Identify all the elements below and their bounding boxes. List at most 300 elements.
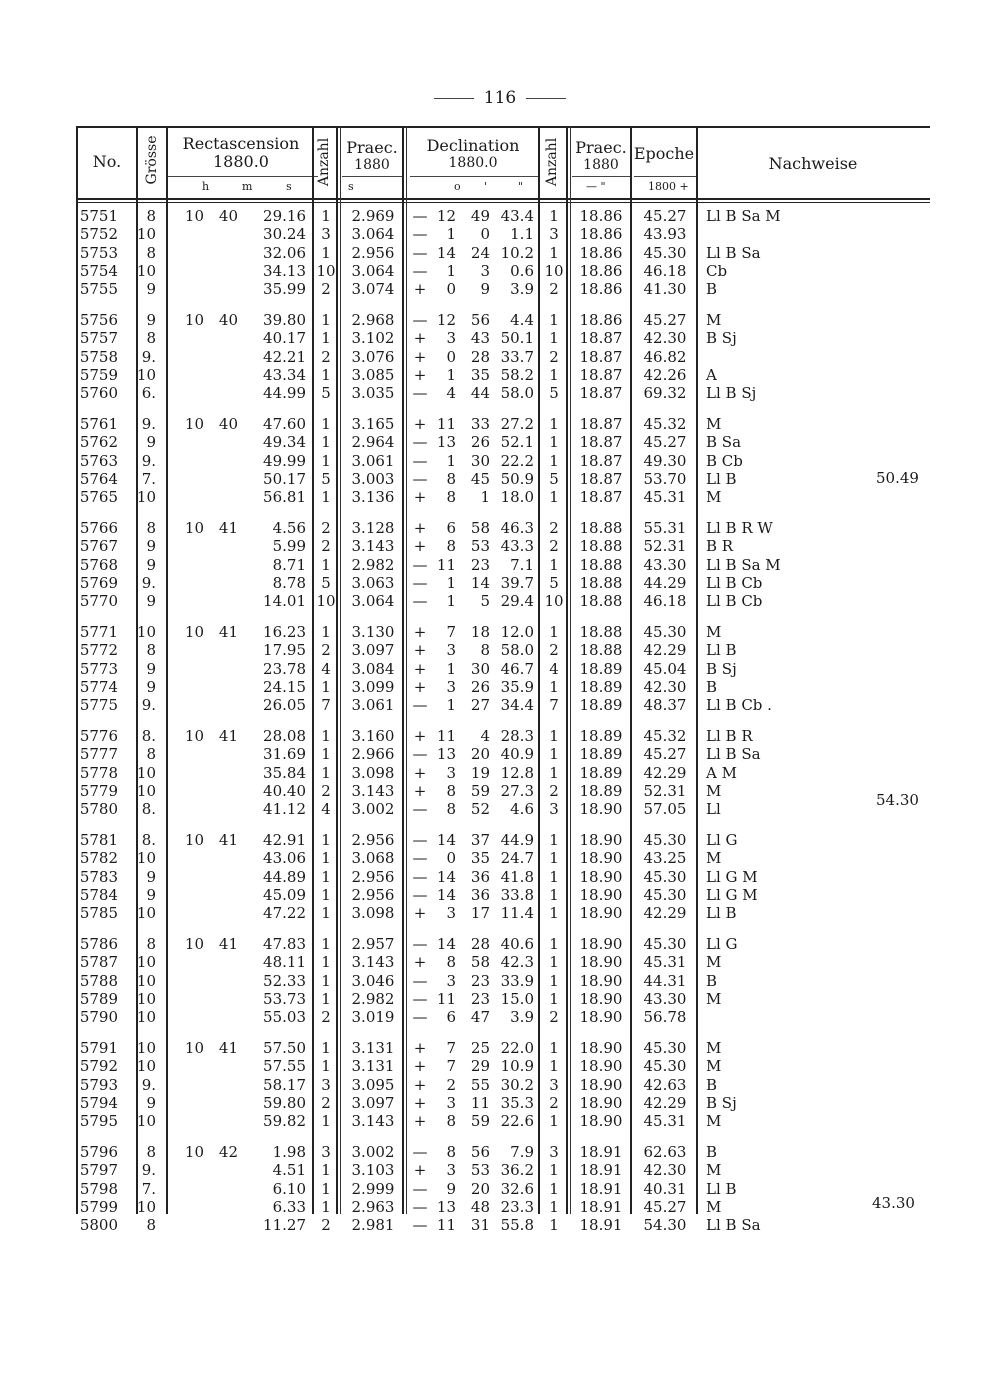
header-praec2-unit: — " <box>586 180 606 193</box>
cell-praec: 2.968 <box>351 311 395 329</box>
cell-dec-min: 52 <box>470 800 490 819</box>
cell-ra-s: 44.89 <box>263 867 306 886</box>
cell-praec: 3.165 <box>351 415 395 433</box>
cell-groesse: 9 <box>146 311 156 329</box>
cell-anzahl2: 3 <box>549 800 559 819</box>
cell-praec: 2.969 <box>351 207 395 225</box>
cell-groesse: 8 <box>146 207 156 225</box>
cell-praec: 3.084 <box>351 659 395 678</box>
cell-epoche: 45.27 <box>643 745 687 764</box>
cell-groesse: 9 <box>146 867 156 886</box>
cell-epoche: 45.30 <box>643 1039 687 1057</box>
table-row <box>78 592 930 611</box>
cell-epoche: 45.30 <box>643 867 687 886</box>
cell-no: 5751 <box>79 207 118 225</box>
cell-praec: 3.130 <box>351 623 395 641</box>
cell-dec-deg: 11 <box>436 555 456 574</box>
cell-nachweise: Ll B <box>706 1179 737 1198</box>
cell-no: 5779 <box>79 781 118 800</box>
cell-groesse: 9 <box>146 280 156 299</box>
cell-nachweise: M <box>706 1039 722 1057</box>
cell-dec-sec: 32.6 <box>500 1179 534 1198</box>
cell-anzahl2: 1 <box>549 451 559 470</box>
dash-left <box>434 98 474 99</box>
cell-dec-sec: 44.9 <box>500 831 534 849</box>
cell-epoche: 44.31 <box>643 971 687 990</box>
cell-dec-sec: 22.0 <box>500 1039 534 1057</box>
cell-epoche: 62.63 <box>643 1143 687 1161</box>
cell-anzahl2: 1 <box>549 971 559 990</box>
cell-anzahl2: 2 <box>549 781 559 800</box>
cell-dec-deg: 4 <box>446 384 456 403</box>
cell-ra-s: 53.73 <box>263 989 306 1008</box>
cell-dec-sec: 10.9 <box>500 1057 534 1076</box>
cell-praec2: 18.91 <box>579 1179 623 1198</box>
cell-epoche: 45.04 <box>643 659 687 678</box>
dash-right <box>526 98 566 99</box>
cell-dec-min: 5 <box>480 592 490 611</box>
cell-nachweise: A <box>706 365 717 384</box>
cell-dec-sign: — <box>412 311 428 329</box>
cell-dec-min: 27 <box>470 696 490 715</box>
cell-nachweise: M <box>706 989 722 1008</box>
cell-dec-min: 56 <box>470 1143 490 1161</box>
cell-anzahl2: 10 <box>544 592 564 611</box>
cell-dec-sign: — <box>412 469 428 488</box>
cell-epoche: 45.30 <box>643 623 687 641</box>
cell-dec-deg: 1 <box>446 659 456 678</box>
cell-epoche: 43.30 <box>643 989 687 1008</box>
cell-ra-s: 17.95 <box>263 641 306 660</box>
cell-epoche: 42.29 <box>643 1093 687 1112</box>
table-row <box>78 207 930 226</box>
cell-dec-sign: — <box>412 989 428 1008</box>
cell-no: 5769 <box>79 573 118 592</box>
cell-dec-sec: 3.9 <box>510 280 534 299</box>
cell-groesse: 9. <box>141 1075 156 1094</box>
cell-groesse: 8 <box>146 329 156 348</box>
cell-groesse: 9 <box>146 555 156 574</box>
cell-anzahl: 1 <box>321 433 331 452</box>
cell-anzahl2: 1 <box>549 1179 559 1198</box>
cell-no: 5770 <box>79 592 118 611</box>
cell-dec-deg: 8 <box>446 781 456 800</box>
cell-anzahl: 4 <box>321 659 331 678</box>
cell-no: 5757 <box>79 329 118 348</box>
cell-anzahl2: 7 <box>549 696 559 715</box>
table-row <box>78 745 930 764</box>
cell-praec2: 18.90 <box>579 800 623 819</box>
page-number: 116 <box>483 88 517 108</box>
table-row <box>78 678 930 697</box>
cell-praec2: 18.90 <box>579 1057 623 1076</box>
cell-dec-deg: 3 <box>446 329 456 348</box>
cell-groesse: 10 <box>136 989 156 1008</box>
cell-no: 5796 <box>79 1143 118 1161</box>
cell-epoche: 55.31 <box>643 519 687 537</box>
cell-dec-sec: 58.2 <box>500 365 534 384</box>
cell-no: 5799 <box>79 1197 118 1216</box>
cell-anzahl2: 1 <box>549 1197 559 1216</box>
cell-dec-sec: 50.1 <box>500 329 534 348</box>
cell-dec-sign: — <box>412 1216 428 1235</box>
cell-dec-min: 28 <box>470 935 490 953</box>
cell-dec-min: 26 <box>470 433 490 452</box>
cell-dec-deg: 8 <box>446 1143 456 1161</box>
cell-ra-s: 4.51 <box>272 1161 306 1180</box>
cell-praec2: 18.91 <box>579 1143 623 1161</box>
cell-epoche: 44.29 <box>643 573 687 592</box>
cell-ra-s: 42.91 <box>263 831 306 849</box>
cell-dec-sign: — <box>412 800 428 819</box>
cell-anzahl: 3 <box>321 225 331 244</box>
cell-no: 5755 <box>79 280 118 299</box>
cell-dec-sign: + <box>413 280 427 299</box>
cell-ra-s: 30.24 <box>263 225 306 244</box>
cell-anzahl2: 1 <box>549 623 559 641</box>
header-ra-s: s <box>286 180 292 193</box>
cell-nachweise: Ll B Sa M <box>706 555 781 574</box>
cell-dec-sec: 22.2 <box>500 451 534 470</box>
cell-ra-s: 58.17 <box>263 1075 306 1094</box>
cell-dec-sign: + <box>413 727 427 745</box>
cell-ra-s: 34.13 <box>263 261 306 280</box>
cell-ra-s: 59.80 <box>263 1093 306 1112</box>
cell-anzahl: 5 <box>321 469 331 488</box>
cell-dec-sign: — <box>412 1197 428 1216</box>
cell-groesse: 9 <box>146 885 156 904</box>
cell-praec2: 18.90 <box>579 1112 623 1131</box>
cell-dec-min: 9 <box>480 280 490 299</box>
cell-groesse: 9 <box>146 433 156 452</box>
cell-dec-min: 18 <box>470 623 490 641</box>
table-row <box>78 452 930 471</box>
cell-dec-sign: + <box>413 365 427 384</box>
cell-dec-deg: 14 <box>436 935 456 953</box>
cell-anzahl: 2 <box>321 1093 331 1112</box>
cell-dec-sec: 4.4 <box>510 311 534 329</box>
cell-epoche: 45.30 <box>643 831 687 849</box>
cell-praec: 3.003 <box>351 469 395 488</box>
cell-dec-deg: 2 <box>446 1075 456 1094</box>
cell-dec-deg: 14 <box>436 243 456 262</box>
cell-dec-sign: + <box>413 763 427 782</box>
cell-dec-min: 47 <box>470 1008 490 1027</box>
cell-ra-s: 56.81 <box>263 488 306 507</box>
cell-groesse: 10 <box>136 261 156 280</box>
cell-praec: 3.143 <box>351 781 395 800</box>
cell-nachweise: Ll B Sa <box>706 1216 761 1235</box>
cell-dec-deg: 1 <box>446 225 456 244</box>
cell-dec-deg: 1 <box>446 573 456 592</box>
cell-epoche: 43.30 <box>643 555 687 574</box>
cell-anzahl: 3 <box>321 1075 331 1094</box>
cell-epoche: 45.32 <box>643 727 687 745</box>
table-row <box>78 1008 930 1027</box>
cell-dec-deg: 12 <box>436 311 456 329</box>
cell-dec-sign: — <box>412 261 428 280</box>
cell-praec2: 18.90 <box>579 1039 623 1057</box>
cell-nachweise: Ll B <box>706 904 737 923</box>
cell-ra-h: 10 <box>184 519 204 537</box>
cell-praec: 3.002 <box>351 800 395 819</box>
cell-dec-deg: 13 <box>436 745 456 764</box>
cell-anzahl: 1 <box>321 1039 331 1057</box>
cell-dec-min: 31 <box>470 1216 490 1235</box>
cell-epoche: 45.27 <box>643 311 687 329</box>
cell-dec-sign: + <box>413 329 427 348</box>
cell-groesse: 10 <box>136 365 156 384</box>
cell-dec-min: 58 <box>470 953 490 972</box>
cell-epoche: 46.82 <box>643 347 687 366</box>
cell-ra-m: 42 <box>218 1143 238 1161</box>
cell-nachweise: Ll B Cb . <box>706 696 772 715</box>
cell-epoche: 41.30 <box>643 280 687 299</box>
cell-anzahl: 1 <box>321 935 331 953</box>
cell-groesse: 8 <box>146 1216 156 1235</box>
cell-ra-h: 10 <box>184 831 204 849</box>
cell-no: 5752 <box>79 225 118 244</box>
cell-nachweise: B Sj <box>706 659 737 678</box>
cell-anzahl2: 2 <box>549 537 559 556</box>
cell-ra-s: 52.33 <box>263 971 306 990</box>
cell-praec2: 18.88 <box>579 573 623 592</box>
table-row <box>78 262 930 281</box>
table-row <box>78 935 930 954</box>
cell-dec-min: 25 <box>470 1039 490 1057</box>
cell-ra-s: 39.80 <box>263 311 306 329</box>
cell-no: 5758 <box>79 347 118 366</box>
cell-ra-s: 40.17 <box>263 329 306 348</box>
cell-epoche: 42.30 <box>643 1161 687 1180</box>
cell-dec-min: 23 <box>470 989 490 1008</box>
cell-nachweise: M <box>706 623 722 641</box>
cell-praec2: 18.88 <box>579 555 623 574</box>
cell-praec: 3.103 <box>351 1161 395 1180</box>
cell-no: 5785 <box>79 904 118 923</box>
cell-no: 5790 <box>79 1008 118 1027</box>
cell-groesse: 8 <box>146 935 156 953</box>
cell-nachweise: Ll G <box>706 831 738 849</box>
cell-dec-sec: 46.7 <box>500 659 534 678</box>
cell-no: 5777 <box>79 745 118 764</box>
cell-dec-deg: 3 <box>446 1093 456 1112</box>
cell-praec2: 18.87 <box>579 451 623 470</box>
cell-groesse: 8. <box>141 831 156 849</box>
cell-praec: 3.061 <box>351 696 395 715</box>
cell-no: 5774 <box>79 677 118 696</box>
cell-dec-min: 36 <box>470 867 490 886</box>
cell-ra-h: 10 <box>184 415 204 433</box>
cell-groesse: 9 <box>146 659 156 678</box>
cell-ra-h: 10 <box>184 207 204 225</box>
cell-dec-deg: 7 <box>446 1057 456 1076</box>
cell-praec2: 18.89 <box>579 677 623 696</box>
cell-dec-min: 17 <box>470 904 490 923</box>
cell-anzahl2: 3 <box>549 1075 559 1094</box>
cell-nachweise: B Sj <box>706 1093 737 1112</box>
cell-nachweise: Ll B Sa M <box>706 207 781 225</box>
cell-epoche: 42.29 <box>643 763 687 782</box>
cell-dec-sec: 58.0 <box>500 384 534 403</box>
cell-anzahl2: 1 <box>549 989 559 1008</box>
cell-epoche: 45.30 <box>643 1057 687 1076</box>
cell-ra-s: 47.22 <box>263 904 306 923</box>
cell-anzahl2: 1 <box>549 831 559 849</box>
cell-groesse: 10 <box>136 1008 156 1027</box>
cell-anzahl2: 1 <box>549 935 559 953</box>
cell-anzahl: 2 <box>321 641 331 660</box>
cell-groesse: 10 <box>136 971 156 990</box>
cell-dec-min: 30 <box>470 659 490 678</box>
cell-dec-deg: 3 <box>446 677 456 696</box>
cell-praec: 2.964 <box>351 433 395 452</box>
cell-no: 5788 <box>79 971 118 990</box>
cell-anzahl: 1 <box>321 311 331 329</box>
cell-anzahl: 1 <box>321 989 331 1008</box>
cell-ra-s: 31.69 <box>263 745 306 764</box>
cell-dec-sec: 7.1 <box>510 555 534 574</box>
cell-anzahl: 1 <box>321 849 331 868</box>
cell-anzahl2: 1 <box>549 1112 559 1131</box>
cell-dec-sec: 12.8 <box>500 763 534 782</box>
table-row <box>78 433 930 452</box>
cell-dec-deg: 14 <box>436 831 456 849</box>
cell-nachweise: B <box>706 677 718 696</box>
cell-ra-s: 57.50 <box>263 1039 306 1057</box>
cell-anzahl: 2 <box>321 1008 331 1027</box>
cell-dec-min: 56 <box>470 311 490 329</box>
cell-ra-s: 55.03 <box>263 1008 306 1027</box>
cell-no: 5781 <box>79 831 118 849</box>
cell-dec-min: 43 <box>470 329 490 348</box>
cell-epoche: 42.30 <box>643 329 687 348</box>
cell-anzahl2: 1 <box>549 677 559 696</box>
cell-ra-h: 10 <box>184 1143 204 1161</box>
cell-dec-sign: — <box>412 1008 428 1027</box>
cell-dec-sign: + <box>413 1075 427 1094</box>
cell-dec-sign: + <box>413 488 427 507</box>
cell-anzahl2: 1 <box>549 745 559 764</box>
cell-no: 5764 <box>79 469 118 488</box>
cell-dec-sign: — <box>412 573 428 592</box>
cell-ra-s: 35.84 <box>263 763 306 782</box>
cell-dec-sec: 36.2 <box>500 1161 534 1180</box>
cell-dec-sec: 15.0 <box>500 989 534 1008</box>
cell-praec: 3.131 <box>351 1057 395 1076</box>
praec2-sub-rule <box>572 176 630 177</box>
cell-groesse: 9. <box>141 415 156 433</box>
cell-praec: 3.143 <box>351 537 395 556</box>
cell-dec-sign: — <box>412 243 428 262</box>
header-double-rule <box>78 202 930 203</box>
cell-anzahl2: 2 <box>549 347 559 366</box>
cell-dec-deg: 8 <box>446 488 456 507</box>
cell-no: 5759 <box>79 365 118 384</box>
cell-dec-sec: 1.1 <box>510 225 534 244</box>
cell-nachweise: M <box>706 311 722 329</box>
cell-dec-sign: + <box>413 953 427 972</box>
cell-no: 5792 <box>79 1057 118 1076</box>
cell-no: 5762 <box>79 433 118 452</box>
cell-praec: 2.999 <box>351 1179 395 1198</box>
table-row <box>78 800 930 819</box>
table-row <box>78 953 930 972</box>
cell-ra-s: 14.01 <box>263 592 306 611</box>
header-groesse: Grösse <box>144 135 160 185</box>
cell-epoche: 57.05 <box>643 800 687 819</box>
cell-ra-s: 8.71 <box>272 555 306 574</box>
cell-groesse: 10 <box>136 953 156 972</box>
cell-groesse: 10 <box>136 1057 156 1076</box>
cell-ra-m: 40 <box>218 207 238 225</box>
cell-dec-sec: 35.9 <box>500 677 534 696</box>
cell-praec: 3.099 <box>351 677 395 696</box>
cell-dec-deg: 3 <box>446 641 456 660</box>
cell-dec-sec: 7.9 <box>510 1143 534 1161</box>
cell-anzahl: 1 <box>321 1161 331 1180</box>
cell-epoche: 46.18 <box>643 592 687 611</box>
cell-anzahl: 1 <box>321 623 331 641</box>
header-dec-deg: o <box>454 180 461 193</box>
cell-dec-sign: + <box>413 677 427 696</box>
cell-ra-s: 5.99 <box>272 537 306 556</box>
header-dec-min: ' <box>484 180 488 193</box>
cell-praec2: 18.88 <box>579 592 623 611</box>
table-row <box>78 727 930 746</box>
cell-anzahl2: 1 <box>549 1039 559 1057</box>
cell-dec-deg: 11 <box>436 727 456 745</box>
cell-anzahl: 5 <box>321 384 331 403</box>
cell-anzahl: 1 <box>321 885 331 904</box>
cell-anzahl2: 1 <box>549 1057 559 1076</box>
table-row <box>78 904 930 923</box>
cell-praec2: 18.90 <box>579 953 623 972</box>
cell-groesse: 9. <box>141 347 156 366</box>
cell-anzahl: 1 <box>321 1057 331 1076</box>
cell-epoche: 45.30 <box>643 885 687 904</box>
cell-dec-deg: 9 <box>446 1179 456 1198</box>
cell-nachweise: M <box>706 488 722 507</box>
cell-dec-sign: + <box>413 519 427 537</box>
cell-ra-s: 43.34 <box>263 365 306 384</box>
cell-dec-sec: 24.7 <box>500 849 534 868</box>
cell-dec-sec: 10.2 <box>500 243 534 262</box>
cell-praec: 3.064 <box>351 261 395 280</box>
cell-dec-sign: — <box>412 885 428 904</box>
cell-dec-min: 1 <box>480 488 490 507</box>
cell-dec-min: 35 <box>470 365 490 384</box>
table-row <box>78 556 930 575</box>
cell-epoche: 42.30 <box>643 677 687 696</box>
cell-dec-min: 53 <box>470 1161 490 1180</box>
header-praec2-year: 1880 <box>583 157 619 173</box>
cell-anzahl2: 1 <box>549 867 559 886</box>
cell-dec-sec: 34.4 <box>500 696 534 715</box>
cell-no: 5763 <box>79 451 118 470</box>
cell-anzahl2: 1 <box>549 433 559 452</box>
cell-ra-s: 41.12 <box>263 800 306 819</box>
table-row <box>78 348 930 367</box>
cell-anzahl: 1 <box>321 677 331 696</box>
cell-dec-deg: 3 <box>446 971 456 990</box>
cell-groesse: 6. <box>141 384 156 403</box>
cell-ra-s: 4.56 <box>272 519 306 537</box>
cell-no: 5773 <box>79 659 118 678</box>
cell-nachweise: Ll B Sa <box>706 243 761 262</box>
cell-no: 5754 <box>79 261 118 280</box>
dec-sub-rule <box>410 176 538 177</box>
